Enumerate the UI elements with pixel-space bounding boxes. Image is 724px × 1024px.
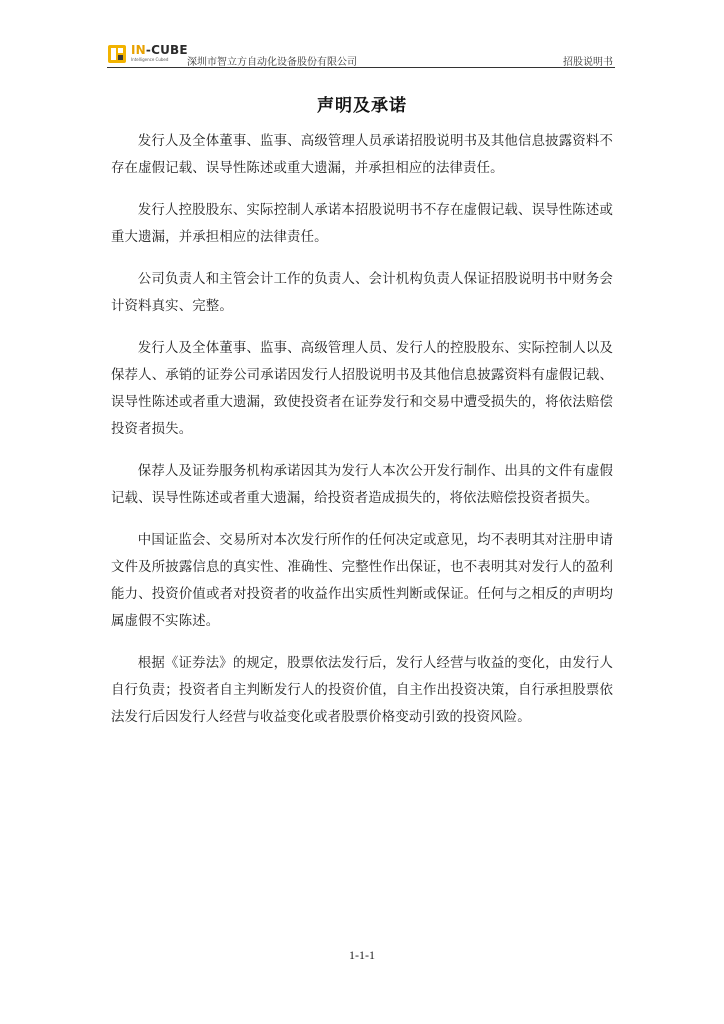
page-header [107, 43, 615, 67]
logo-tagline: Intelligence Cubed [131, 57, 169, 62]
document-type: 招股说明书 [563, 57, 613, 68]
paragraph: 发行人及全体董事、监事、高级管理人员承诺招股说明书及其他信息披露资料不存在虚假记载、误导性陈述或重大遗漏，并承担相应的法律责任。 [111, 134, 613, 176]
paragraph: 根据《证券法》的规定，股票依法发行后，发行人经营与收益的变化，由发行人自行负责；投资者自主判断发行人的投资价值，自主作出投资决策，自行承担股票依法发行后因发行人经营与收益变化或者股票价格变动引致的投资风险。 [111, 656, 613, 725]
page-number: 1-1-1 [349, 948, 375, 962]
company-logo [107, 43, 188, 65]
paragraph: 发行人控股股东、实际控制人承诺本招股说明书不存在虚假记载、误导性陈述或重大遗漏，并承担相应的法律责任。 [111, 203, 613, 245]
paragraph: 中国证监会、交易所对本次发行所作的任何决定或意见，均不表明其对注册申请文件及所披露信息的真实性、准确性、完整性作出保证，也不表明其对发行人的盈利能力、投资价值或者对投资者的收益作出实质性判断或保证。任何与之相反的声明均属虚假不实陈述。 [111, 533, 613, 629]
paragraph: 公司负责人和主管会计工作的负责人、会计机构负责人保证招股说明书中财务会计资料真实、完整。 [111, 272, 613, 314]
paragraph: 发行人及全体董事、监事、高级管理人员、发行人的控股股东、实际控制人以及保荐人、承销的证券公司承诺因发行人招股说明书及其他信息披露资料有虚假记载、误导性陈述或者重大遗漏，致使投资者在证券发行和交易中遭受损失的，将依法赔偿投资者损失。 [111, 341, 613, 437]
page-title: 声明及承诺 [317, 96, 407, 116]
document-body [111, 128, 613, 746]
cube-logo-icon [107, 44, 127, 64]
paragraph: 保荐人及证券服务机构承诺因其为发行人本次公开发行制作、出具的文件有虚假记载、误导性陈述或者重大遗漏，给投资者造成损失的，将依法赔偿投资者损失。 [111, 464, 613, 506]
header-divider [107, 67, 615, 68]
logo-wordmark: IN-CUBE [131, 43, 188, 57]
company-name: 深圳市智立方自动化设备股份有限公司 [187, 57, 357, 68]
